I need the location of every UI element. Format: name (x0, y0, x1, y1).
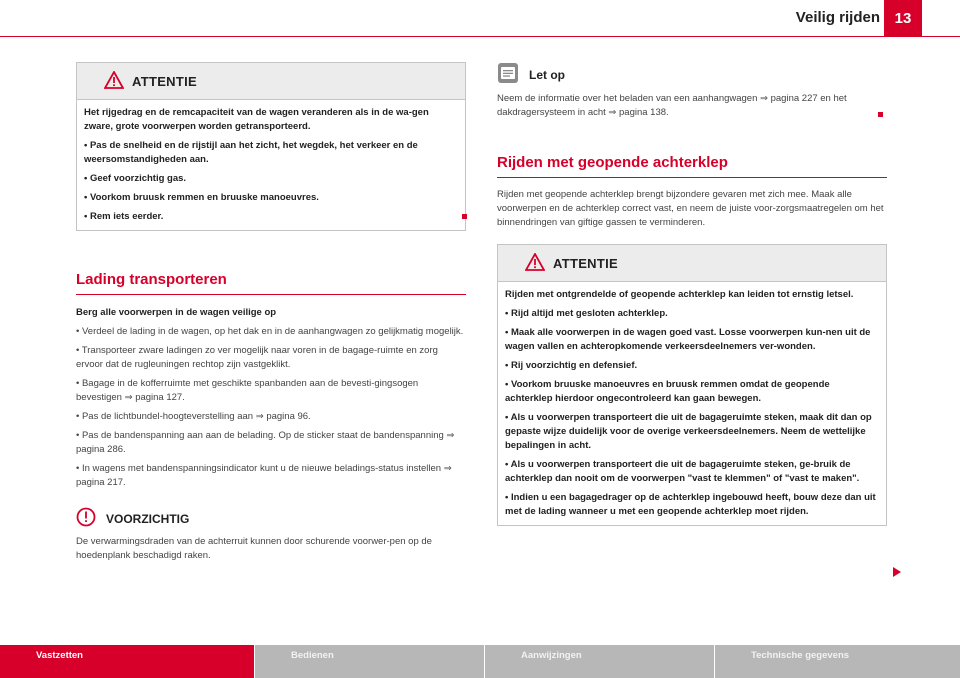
left-column (76, 62, 466, 563)
footer-nav (0, 645, 960, 678)
warning-bullet: • Als u voorwerpen transporteert die uit de bagageruimte steken, maak dit dan op gepaste wijze duidelijk voor de overige verkeersdeelnemers. Neem de wettelijke bepalingen in acht. (505, 411, 876, 453)
tab-bedienen[interactable]: Bedienen (254, 645, 484, 678)
warning-title: ATTENTIE (132, 73, 197, 89)
note-icon (497, 62, 519, 87)
caution-title: VOORZICHTIG (106, 511, 190, 526)
warning-bullet: • Voorkom bruuske manoeuvres en bruusk remmen omdat de geopende achterklep hierdoor ongecontroleerd kan gaan bewegen. (505, 378, 876, 406)
list-item: • In wagens met bandenspanningsindicator kunt u de nieuwe beladings-status instellen ⇒ pagina 217. (76, 462, 466, 490)
list-item: • Bagage in de kofferruimte met geschikte spanbanden aan de bevesti-gingsogen bevestigen ⇒ pagina 127. (76, 377, 466, 405)
section-end-marker (878, 112, 883, 117)
caution-text: De verwarmingsdraden van de achterruit kunnen door schurende voorwer-pen op de hoedenplank beschadigd raken. (76, 536, 432, 561)
subheading: Berg alle voorwerpen in de wagen veilige op (76, 307, 277, 318)
tab-technische-gegevens[interactable]: Technische gegevens (714, 645, 960, 678)
header-divider (0, 36, 960, 37)
section-title-lading: Lading transporteren (76, 271, 466, 295)
list-item: • Pas de lichtbundel-hoogteverstelling aan ⇒ pagina 96. (76, 410, 466, 424)
caution-heading (76, 507, 466, 530)
note-heading (497, 62, 887, 87)
list-item: • Verdeel de lading in de wagen, op het dak en in de aanhangwagen zo gelijkmatig mogelijk. (76, 325, 466, 339)
warning-bullet: • Als u voorwerpen transporteert die uit de bagageruimte steken, ge-bruik de achterklep dan nooit om de voorwerpen "vast te klemmen" of "vast te maken". (505, 458, 876, 486)
warning-bullet: • Geef voorzichtig gas. (84, 172, 455, 186)
warning-title: ATTENTIE (553, 255, 618, 271)
warning-intro: Het rijgedrag en de remcapaciteit van de wagen veranderen als in de wa-gen zware, grote voorwerpen worden getransporteerd. (84, 107, 429, 132)
warning-intro: Rijden met ontgrendelde of geopende achterklep kan leiden tot ernstig letsel. (505, 289, 854, 300)
warning-bullet: • Maak alle voorwerpen in de wagen goed vast. Losse voorwerpen kun-nen uit de wagen vallen en achteropkomende verkeersdeelnemers ver-wonden. (505, 326, 876, 354)
caution-icon (76, 507, 96, 530)
section-end-marker (462, 214, 467, 219)
list-item: • Pas de bandenspanning aan aan de belading. Op de sticker staat de bandenspanning ⇒ pagina 286. (76, 429, 466, 457)
list-item: • Transporteer zware ladingen zo ver mogelijk naar voren in de bagage-ruimte en zorg ervoor dat de rugleuningen rechtop zijn vastgeklikt. (76, 344, 466, 372)
warning-triangle-icon (104, 71, 124, 92)
note-title: Let op (529, 67, 565, 82)
warning-bullet: • Rijd altijd met gesloten achterklep. (505, 307, 876, 321)
tab-aanwijzingen[interactable]: Aanwijzingen (484, 645, 714, 678)
note-text: Neem de informatie over het beladen van een aanhangwagen ⇒ pagina 227 en het dakdragersysteem in acht ⇒ pagina 138. (497, 93, 847, 118)
right-column (497, 62, 887, 526)
warning-box-tailgate (497, 244, 887, 526)
warning-triangle-icon (525, 253, 545, 274)
section-intro: Rijden met geopende achterklep brengt bijzondere gevaren met zich mee. Maak alle voorwerpen en de achterklep correct vast, en neem de juiste voor-zorgsmaatregelen om het binnendringen van giftige gassen te verminderen. (497, 189, 884, 228)
warning-bullet: • Rij voorzichtig en defensief. (505, 359, 876, 373)
warning-bullet: • Indien u een bagagedrager op de achterklep ingebouwd heeft, bouw deze dan uit met de lading wanneer u met een geopende achterklep moet rijden. (505, 491, 876, 519)
warning-box-loading (76, 62, 466, 231)
warning-bullet: • Voorkom bruusk remmen en bruuske manoeuvres. (84, 191, 455, 205)
warning-bullet: • Pas de snelheid en de rijstijl aan het zicht, het wegdek, het verkeer en de weersomstandigheden aan. (84, 139, 455, 167)
warning-bullet: • Rem iets eerder. (84, 210, 455, 224)
chapter-title: Veilig rijden (795, 9, 880, 26)
continue-arrow-icon (893, 567, 901, 577)
loading-tips-list (76, 325, 466, 490)
section-title-achterklep: Rijden met geopende achterklep (497, 154, 887, 178)
tab-vastzetten[interactable]: Vastzetten (0, 645, 254, 678)
page-number: 13 (884, 0, 922, 37)
